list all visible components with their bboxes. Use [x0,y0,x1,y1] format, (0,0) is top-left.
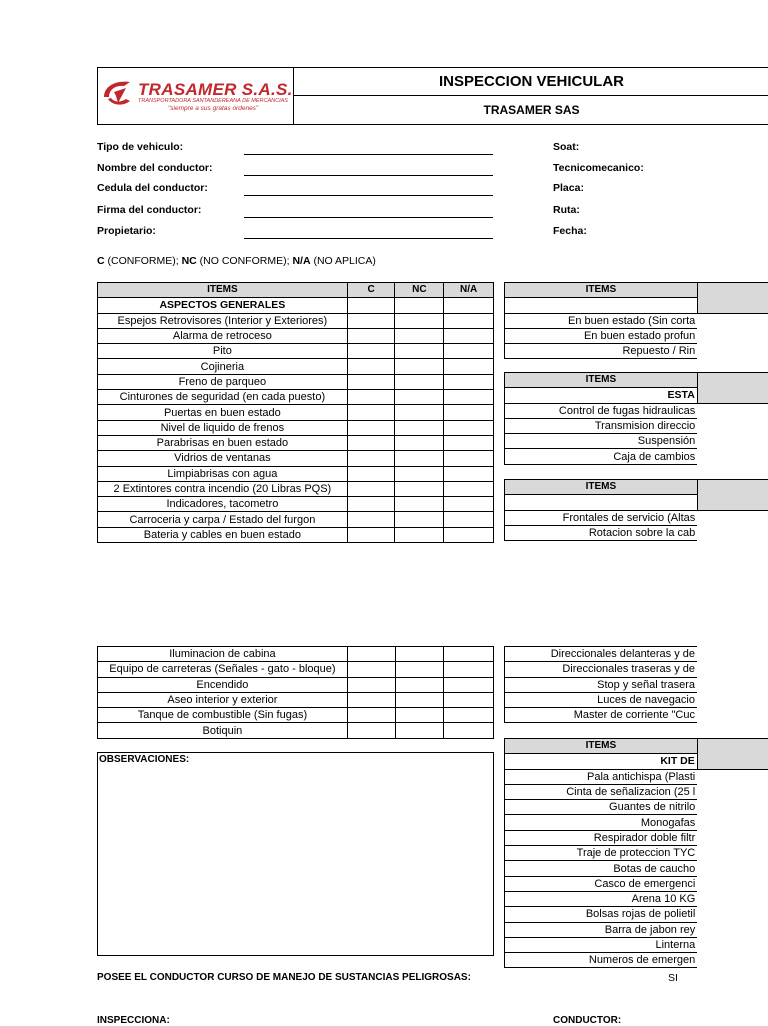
check-cell[interactable] [697,403,768,418]
table-row [98,481,494,496]
check-na-cell[interactable] [444,692,494,707]
check-cell[interactable] [697,861,768,876]
check-c-cell[interactable] [347,405,395,420]
item-label: Traje de proteccion TYC [505,846,698,861]
col-header-items: ITEMS [98,283,348,298]
check-nc-cell[interactable] [395,497,444,512]
item-label: Stop y señal trasera [505,677,698,692]
item-label: Botiquin [98,723,348,738]
company-logo [98,68,294,125]
col-header-na: N/A [444,283,494,298]
table-row [98,677,494,692]
item-label: Vidrios de ventanas [98,451,348,466]
check-nc-cell[interactable] [395,451,444,466]
table-row [505,313,768,328]
field-label-tipo-vehiculo: Tipo de vehiculo: [97,141,183,153]
table-row [98,420,494,435]
check-c-cell[interactable] [347,313,395,328]
check-nc-cell[interactable] [395,662,444,677]
table-row [98,692,494,707]
legend-na: N/A [292,255,310,267]
item-label: Equipo de carreteras (Señales - gato - bloque) [98,662,348,677]
section-title-kit: KIT DE [505,754,698,769]
check-na-cell[interactable] [444,527,494,542]
check-na-cell[interactable] [444,390,494,405]
item-label: Cinta de señalizacion (25 l [505,784,698,799]
check-nc-cell[interactable] [395,344,444,359]
item-label: Numeros de emergen [505,953,698,968]
item-label: Rotacion sobre la cab [505,525,698,540]
item-label: Nivel de liquido de frenos [98,420,348,435]
item-label: Casco de emergenci [505,876,698,891]
item-label: Pito [98,344,348,359]
item-label: Freno de parqueo [98,374,348,389]
item-label: Monogafas [505,815,698,830]
check-nc-cell[interactable] [395,435,444,450]
check-cell[interactable] [697,876,768,891]
table-row [505,861,768,876]
check-c-cell[interactable] [347,647,395,662]
item-label: Bolsas rojas de polietil [505,907,698,922]
table-row [505,922,768,937]
luces-table [504,479,768,541]
header-shade [697,283,768,314]
item-label: En buen estado profun [505,328,698,343]
form-subtitle: TRASAMER SAS [294,96,768,125]
section-cell [395,298,444,313]
item-label: Carroceria y carpa / Estado del furgon [98,512,348,527]
field-label-tecnicomecanico: Tecnicomecanico: [553,162,644,174]
table-row [98,390,494,405]
company-tagline: TRANSPORTADORA SANTANDEREANA DE MERCANCIAS [138,98,288,104]
check-na-cell[interactable] [444,344,494,359]
table-row [98,344,494,359]
item-label: Guantes de nitrilo [505,800,698,815]
table-row [98,723,494,738]
table-row [98,405,494,420]
item-label: Pala antichispa (Plasti [505,769,698,784]
table-row [98,313,494,328]
curso-answer-si[interactable]: SI [668,972,678,984]
item-label: Aseo interior y exterior [98,692,348,707]
check-na-cell[interactable] [444,435,494,450]
item-label: Caja de cambios [505,449,698,464]
company-slogan: "siempre a sus gratas ordenes" [168,105,258,112]
item-label: Encendido [98,677,348,692]
table-row [505,907,768,922]
check-na-cell[interactable] [444,374,494,389]
llantas-table [504,282,768,359]
check-c-cell[interactable] [347,512,395,527]
check-nc-cell[interactable] [395,708,444,723]
item-label: Espejos Retrovisores (Interior y Exteriores) [98,313,348,328]
table-row [505,434,768,449]
field-label-soat: Soat: [553,141,579,153]
table-row [98,374,494,389]
table-row [505,510,768,525]
field-label-fecha: Fecha: [553,225,587,237]
legend [97,255,376,267]
col-header-c: C [347,283,395,298]
check-cell[interactable] [697,525,768,540]
item-label: Frontales de servicio (Altas [505,510,698,525]
check-c-cell[interactable] [347,692,395,707]
check-nc-cell[interactable] [395,692,444,707]
check-nc-cell[interactable] [395,374,444,389]
check-nc-cell[interactable] [395,328,444,343]
legend-c-text: (CONFORME); [105,255,182,267]
item-label: Parabrisas en buen estado [98,435,348,450]
check-c-cell[interactable] [347,466,395,481]
table-row [505,891,768,906]
table-row [505,846,768,861]
check-c-cell[interactable] [347,435,395,450]
check-c-cell[interactable] [347,677,395,692]
item-label: Arena 10 KG [505,891,698,906]
check-c-cell[interactable] [347,527,395,542]
check-na-cell[interactable] [444,662,494,677]
legend-c: C [97,255,105,267]
item-label: Puertas en buen estado [98,405,348,420]
check-nc-cell[interactable] [395,359,444,374]
table-row [98,451,494,466]
conductor-label: CONDUCTOR: [553,1015,621,1026]
observations-box[interactable] [97,752,494,956]
item-label: Limpiabrisas con agua [98,466,348,481]
check-na-cell[interactable] [444,647,494,662]
curso-question: POSEE EL CONDUCTOR CURSO DE MANEJO DE SUSTANCIAS PELIGROSAS: [97,972,471,983]
check-na-cell[interactable] [444,359,494,374]
section-title-empty [505,495,698,510]
aspectos-generales-table [97,282,494,543]
check-cell[interactable] [697,815,768,830]
table-row [505,449,768,464]
firma-conductor-field[interactable] [244,217,493,218]
table-row [98,647,494,662]
header-shade [697,480,768,511]
check-na-cell[interactable] [444,723,494,738]
table-row [98,359,494,374]
item-label: Respirador doble filtr [505,830,698,845]
check-nc-cell[interactable] [395,481,444,496]
check-c-cell[interactable] [347,662,395,677]
check-cell[interactable] [697,891,768,906]
check-nc-cell[interactable] [395,647,444,662]
check-na-cell[interactable] [444,405,494,420]
check-c-cell[interactable] [347,481,395,496]
field-label-placa: Placa: [553,182,584,194]
field-label-nombre-conductor: Nombre del conductor: [97,162,213,174]
header-shade [697,373,768,404]
item-label: Master de corriente "Cuc [505,708,698,723]
table-row [505,708,698,723]
col-header-items: ITEMS [505,480,698,495]
check-c-cell[interactable] [347,374,395,389]
item-label: Control de fugas hidraulicas [505,403,698,418]
check-cell[interactable] [697,434,768,449]
cedula-conductor-field[interactable] [244,195,493,196]
check-cell[interactable] [697,830,768,845]
table-row [98,466,494,481]
col-header-items: ITEMS [505,739,698,754]
table-row [98,497,494,512]
table-row [98,435,494,450]
check-na-cell[interactable] [444,481,494,496]
table-row [505,769,768,784]
check-nc-cell[interactable] [395,390,444,405]
table-row [505,800,768,815]
field-label-ruta: Ruta: [553,204,580,216]
item-label: Cinturones de seguridad (en cada puesto) [98,390,348,405]
item-label: Tanque de combustible (Sin fugas) [98,708,348,723]
legend-nc: NC [182,255,197,267]
direccionales-table [504,646,697,723]
table-row [505,525,768,540]
field-label-cedula-conductor: Cedula del conductor: [97,182,208,194]
table-row [505,403,768,418]
item-label: Linterna [505,937,698,952]
check-nc-cell[interactable] [395,313,444,328]
check-c-cell[interactable] [347,420,395,435]
check-cell[interactable] [697,328,768,343]
table-row [98,527,494,542]
legend-na-text: (NO APLICA) [311,255,376,267]
table-row [505,344,768,359]
check-nc-cell[interactable] [395,527,444,542]
table-row [505,815,768,830]
check-na-cell[interactable] [444,420,494,435]
check-na-cell[interactable] [444,451,494,466]
check-c-cell[interactable] [347,344,395,359]
check-na-cell[interactable] [444,512,494,527]
item-label: Luces de navegacio [505,692,698,707]
form-header [97,67,768,125]
section-title-empty [505,298,698,313]
observations-label: OBSERVACIONES: [98,753,493,765]
check-cell[interactable] [697,937,768,952]
check-na-cell[interactable] [444,708,494,723]
item-label: Barra de jabon rey [505,922,698,937]
propietario-field[interactable] [244,238,493,239]
check-nc-cell[interactable] [395,405,444,420]
table-row [505,876,768,891]
check-cell[interactable] [697,344,768,359]
section-cell [347,298,395,313]
check-nc-cell[interactable] [395,723,444,738]
table-row [505,784,768,799]
check-cell[interactable] [697,800,768,815]
table-row [505,677,698,692]
aspectos-generales-table-2 [97,646,494,739]
item-label: Bateria y cables en buen estado [98,527,348,542]
table-row [505,328,768,343]
table-row [505,692,698,707]
item-label: Direccionales delanteras y de [505,647,698,662]
table-row [505,647,698,662]
check-cell[interactable] [697,449,768,464]
item-label: Repuesto / Rin [505,344,698,359]
check-na-cell[interactable] [444,677,494,692]
check-na-cell[interactable] [444,497,494,512]
company-name: TRASAMER S.A.S. [138,80,293,100]
check-cell[interactable] [697,784,768,799]
form-title: INSPECCION VEHICULAR [294,68,768,96]
check-nc-cell[interactable] [395,677,444,692]
kit-derrames-table [504,738,768,968]
check-cell[interactable] [697,922,768,937]
table-row [98,708,494,723]
section-cell [444,298,494,313]
table-row [505,418,768,433]
section-title-aspectos-generales: ASPECTOS GENERALES [98,298,348,313]
check-cell[interactable] [697,510,768,525]
check-cell[interactable] [697,953,768,968]
check-c-cell[interactable] [347,723,395,738]
table-row [98,328,494,343]
check-na-cell[interactable] [444,328,494,343]
col-header-items: ITEMS [505,283,698,298]
table-row [505,830,768,845]
check-c-cell[interactable] [347,359,395,374]
check-c-cell[interactable] [347,328,395,343]
section-title-estado: ESTA [505,388,698,403]
item-label: Botas de caucho [505,861,698,876]
table-row [98,662,494,677]
table-row [505,662,698,677]
field-label-propietario: Propietario: [97,225,156,237]
check-cell[interactable] [697,313,768,328]
check-cell[interactable] [697,846,768,861]
tipo-vehiculo-field[interactable] [244,154,493,155]
check-na-cell[interactable] [444,313,494,328]
check-cell[interactable] [697,907,768,922]
table-row [505,953,768,968]
legend-nc-text: (NO CONFORME); [197,255,293,267]
item-label: Direccionales traseras y de [505,662,698,677]
check-c-cell[interactable] [347,708,395,723]
check-nc-cell[interactable] [395,466,444,481]
check-cell[interactable] [697,418,768,433]
field-label-firma-conductor: Firma del conductor: [97,204,201,216]
item-label: Alarma de retroceso [98,328,348,343]
col-header-nc: NC [395,283,444,298]
table-row [98,512,494,527]
check-na-cell[interactable] [444,466,494,481]
item-label: Indicadores, tacometro [98,497,348,512]
item-label: Suspensión [505,434,698,449]
item-label: Transmision direccio [505,418,698,433]
check-c-cell[interactable] [347,497,395,512]
table-row [505,937,768,952]
item-label: En buen estado (Sin corta [505,313,698,328]
nombre-conductor-field[interactable] [244,175,493,176]
header-shade [697,739,768,770]
check-c-cell[interactable] [347,451,395,466]
check-cell[interactable] [697,769,768,784]
item-label: Cojineria [98,359,348,374]
check-nc-cell[interactable] [395,420,444,435]
col-header-items: ITEMS [505,373,698,388]
check-c-cell[interactable] [347,390,395,405]
item-label: 2 Extintores contra incendio (20 Libras PQS) [98,481,348,496]
check-nc-cell[interactable] [395,512,444,527]
inspecciona-label: INSPECCIONA: [97,1015,170,1026]
estado-table [504,372,768,465]
trasamer-logo-icon [100,77,134,111]
item-label: Iluminacion de cabina [98,647,348,662]
